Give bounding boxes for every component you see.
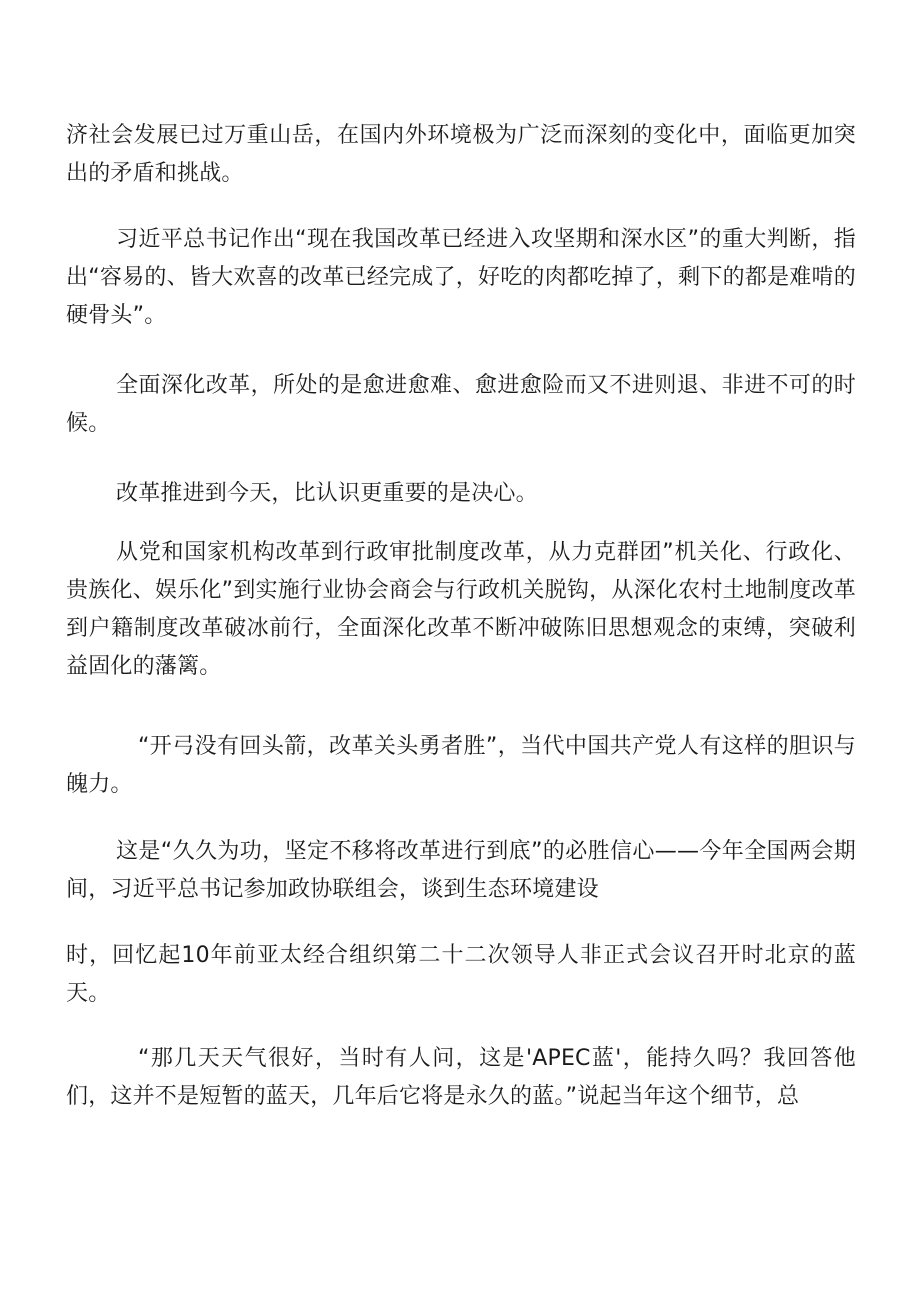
paragraph-2: 习近平总书记作出“现在我国改革已经进入攻坚期和深水区”的重大判断，指出“容易的、皆大欢喜的改革已经完成了，好吃的肉都吃掉了，剩下的都是难啃的硬骨头”。 [66, 227, 856, 328]
paragraph-4: 改革推进到今天，比认识更重要的是决心。 [116, 481, 538, 506]
paragraph-5: 从党和国家机构改革到行政审批制度改革，从力克群团”机关化、行政化、贵族化、娱乐化”到实施行业协会商会与行政机关脱钩，从深化农村土地制度改革到户籍制度改革破冰前行，全面深化改革不断冲破陈旧思想观念的束缚，突破利益固化的藩篱。 [66, 540, 856, 679]
paragraph-3: 全面深化改革，所处的是愈进愈难、愈进愈险而又不进则退、非进不可的时候。 [66, 373, 856, 436]
paragraph-6: “开弓没有回头箭，改革关头勇者胜”，当代中国共产党人有这样的胆识与魄力。 [66, 734, 856, 797]
paragraph-1: 济社会发展已过万重山岳，在国内外环境极为广泛而深刻的变化中，面临更加突出的矛盾和挑战。 [66, 123, 856, 186]
paragraph-9: “那几天天气很好，当时有人问，这是'APEC蓝'，能持久吗？我回答他们，这并不是短暂的蓝天，几年后它将是永久的蓝。”说起当年这个细节，总 [66, 1046, 856, 1109]
paragraph-8: 时，回忆起10年前亚太经合组织第二十二次领导人非正式会议召开时北京的蓝天。 [66, 943, 856, 1006]
paragraph-7: 这是“久久为功，坚定不移将改革进行到底”的必胜信心——今年全国两会期间，习近平总书记参加政协联组会，谈到生态环境建设 [66, 839, 856, 902]
